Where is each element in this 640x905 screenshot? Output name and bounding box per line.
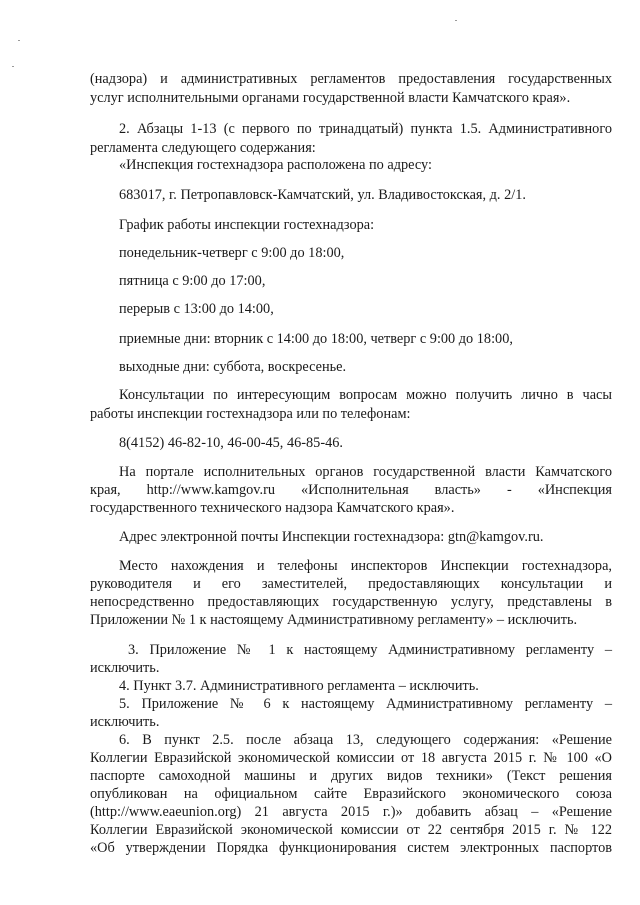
text-line: Приложении № 1 к настоящему Административному регламенту» – исключить. <box>90 612 578 628</box>
schedule-line: пятница с 9:00 до 17:00, <box>119 273 266 289</box>
text-line: Консультации по интересующим вопросам можно получить лично в часы <box>119 387 612 403</box>
address-line: 683017, г. Петропавловск-Камчатский, ул. Владивостокская, д. 2/1. <box>119 187 526 203</box>
scan-speck <box>455 20 457 21</box>
text-line: края, http://www.kamgov.ru «Исполнительная власть» - «Инспекция <box>90 482 612 498</box>
text-line: государственного технического надзора Камчатского края». <box>90 500 455 516</box>
text-line: работы инспекции гостехнадзора или по телефонам: <box>90 406 411 422</box>
text-line: «Инспекция гостехнадзора расположена по адресу: <box>119 157 432 173</box>
schedule-line: понедельник-четверг с 9:00 до 18:00, <box>119 245 345 261</box>
text-line: (http://www.eaeunion.org) 21 августа 2015 г.)» добавить абзац – «Решение <box>90 804 612 820</box>
text-line: услуг исполнительными органами государственной власти Камчатского края». <box>90 90 571 106</box>
schedule-line: приемные дни: вторник с 14:00 до 18:00, четверг с 9:00 до 18:00, <box>119 331 513 347</box>
text-line: «Об утверждении Порядка функционирования систем электронных паспортов <box>90 840 612 856</box>
text-line: руководителя и его заместителей, предоставляющих консультации и <box>90 576 612 592</box>
schedule-line: перерыв с 13:00 до 14:00, <box>119 301 274 317</box>
text-line: непосредственно предоставляющих государственную услугу, представлены в <box>90 594 612 610</box>
text-line: Место нахождения и телефоны инспекторов Инспекции гостехнадзора, <box>119 558 612 574</box>
email-line: Адрес электронной почты Инспекции гостехнадзора: gtn@kamgov.ru. <box>119 529 544 545</box>
phone-line: 8(4152) 46-82-10, 46-00-45, 46-85-46. <box>119 435 343 451</box>
text-line: 3. Приложение № 1 к настоящему Административному регламенту – <box>128 642 612 658</box>
text-line: исключить. <box>90 714 160 730</box>
text-line: 2. Абзацы 1-13 (с первого по тринадцатый) пункта 1.5. Административного <box>119 121 612 137</box>
text-line: 4. Пункт 3.7. Административного регламента – исключить. <box>119 678 479 694</box>
text-line: исключить. <box>90 660 160 676</box>
text-line: На портале исполнительных органов государственной власти Камчатского <box>119 464 612 480</box>
text-line: паспорте самоходной машины и других видов техники» (Текст решения <box>90 768 612 784</box>
text-line: 6. В пункт 2.5. после абзаца 13, следующего содержания: «Решение <box>119 732 612 748</box>
text-line: опубликован на официальном сайте Евразийского экономического союза <box>90 786 612 802</box>
schedule-line: выходные дни: суббота, воскресенье. <box>119 359 347 375</box>
scan-speck <box>18 40 20 41</box>
text-line: регламента следующего содержания: <box>90 140 316 156</box>
scan-speck <box>12 66 14 67</box>
text-line: Коллегии Евразийской экономической комиссии от 18 августа 2015 г. № 100 «О <box>90 750 612 766</box>
text-line: 5. Приложение № 6 к настоящему Административному регламенту – <box>119 696 612 712</box>
text-line: График работы инспекции гостехнадзора: <box>119 217 375 233</box>
text-line: Коллегии Евразийской экономической комиссии от 22 сентября 2015 г. № 122 <box>90 822 612 838</box>
text-line: (надзора) и административных регламентов предоставления государственных <box>90 71 612 87</box>
